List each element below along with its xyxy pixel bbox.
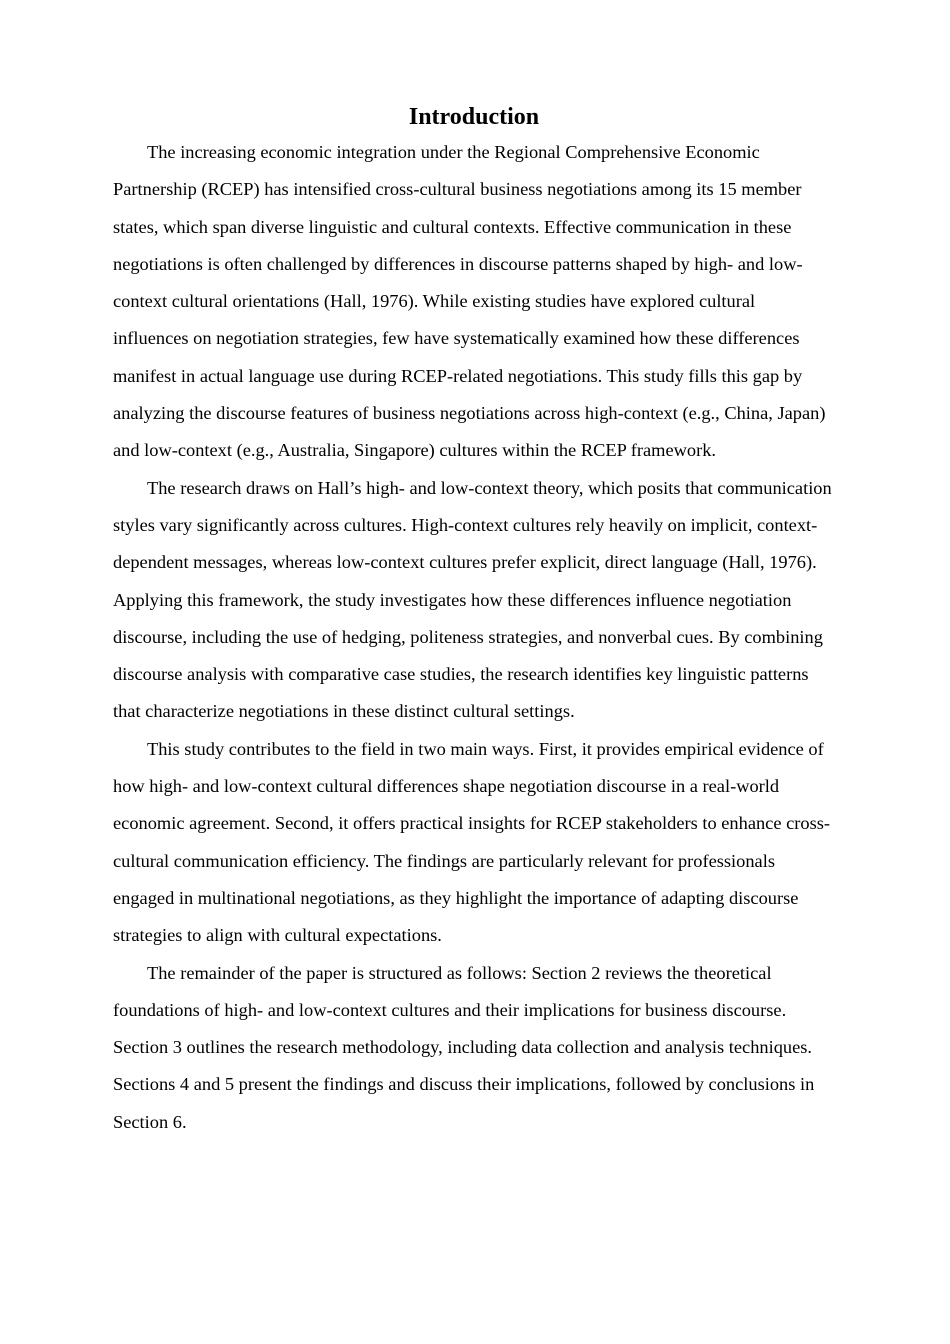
section-title: Introduction (408, 104, 540, 130)
paragraph-4: The remainder of the paper is structured as follows: Section 2 reviews the theoretical foundations of high- and low-context cultures and their implications for business discourse. Section 3 outlines the research methodology, including data collection and analysis techniques. Sections 4 and 5 present the findings and discuss their implications, followed by conclusions in Section 6. (113, 962, 815, 1132)
document-body (113, 100, 835, 1141)
paragraph-1: The increasing economic integration under the Regional Comprehensive Economic Partnership (RCEP) has intensified cross-cultural business negotiations among its 15 member states, which span diverse linguistic and cultural contexts. Effective communication in these negotiations is often challenged by differences in discourse patterns shaped by high- and low-context cultural orientations (Hall, 1976). While existing studies have explored cultural influences on negotiation strategies, few have systematically examined how these differences manifest in actual language use during RCEP-related negotiations. This study fills this gap by analyzing the discourse features of business negotiations across high-context (e.g., China, Japan) and low-context (e.g., Australia, Singapore) cultures within the RCEP framework. (113, 142, 826, 461)
paragraph-2: The research draws on Hall’s high- and low-context theory, which posits that communication styles vary significantly across cultures. High-context cultures rely heavily on implicit, context-dependent messages, whereas low-context cultures prefer explicit, direct language (Hall, 1976). Applying this framework, the study investigates how these differences influence negotiation discourse, including the use of hedging, politeness strategies, and nonverbal cues. By combining discourse analysis with comparative case studies, the research identifies key linguistic patterns that characterize negotiations in these distinct cultural settings. (113, 477, 832, 722)
paragraph-3: This study contributes to the field in two main ways. First, it provides empirical evidence of how high- and low-context cultural differences shape negotiation discourse in a real-world economic agreement. Second, it offers practical insights for RCEP stakeholders to enhance cross-cultural communication efficiency. The findings are particularly relevant for professionals engaged in multinational negotiations, as they highlight the importance of adapting discourse strategies to align with cultural expectations. (113, 738, 831, 946)
